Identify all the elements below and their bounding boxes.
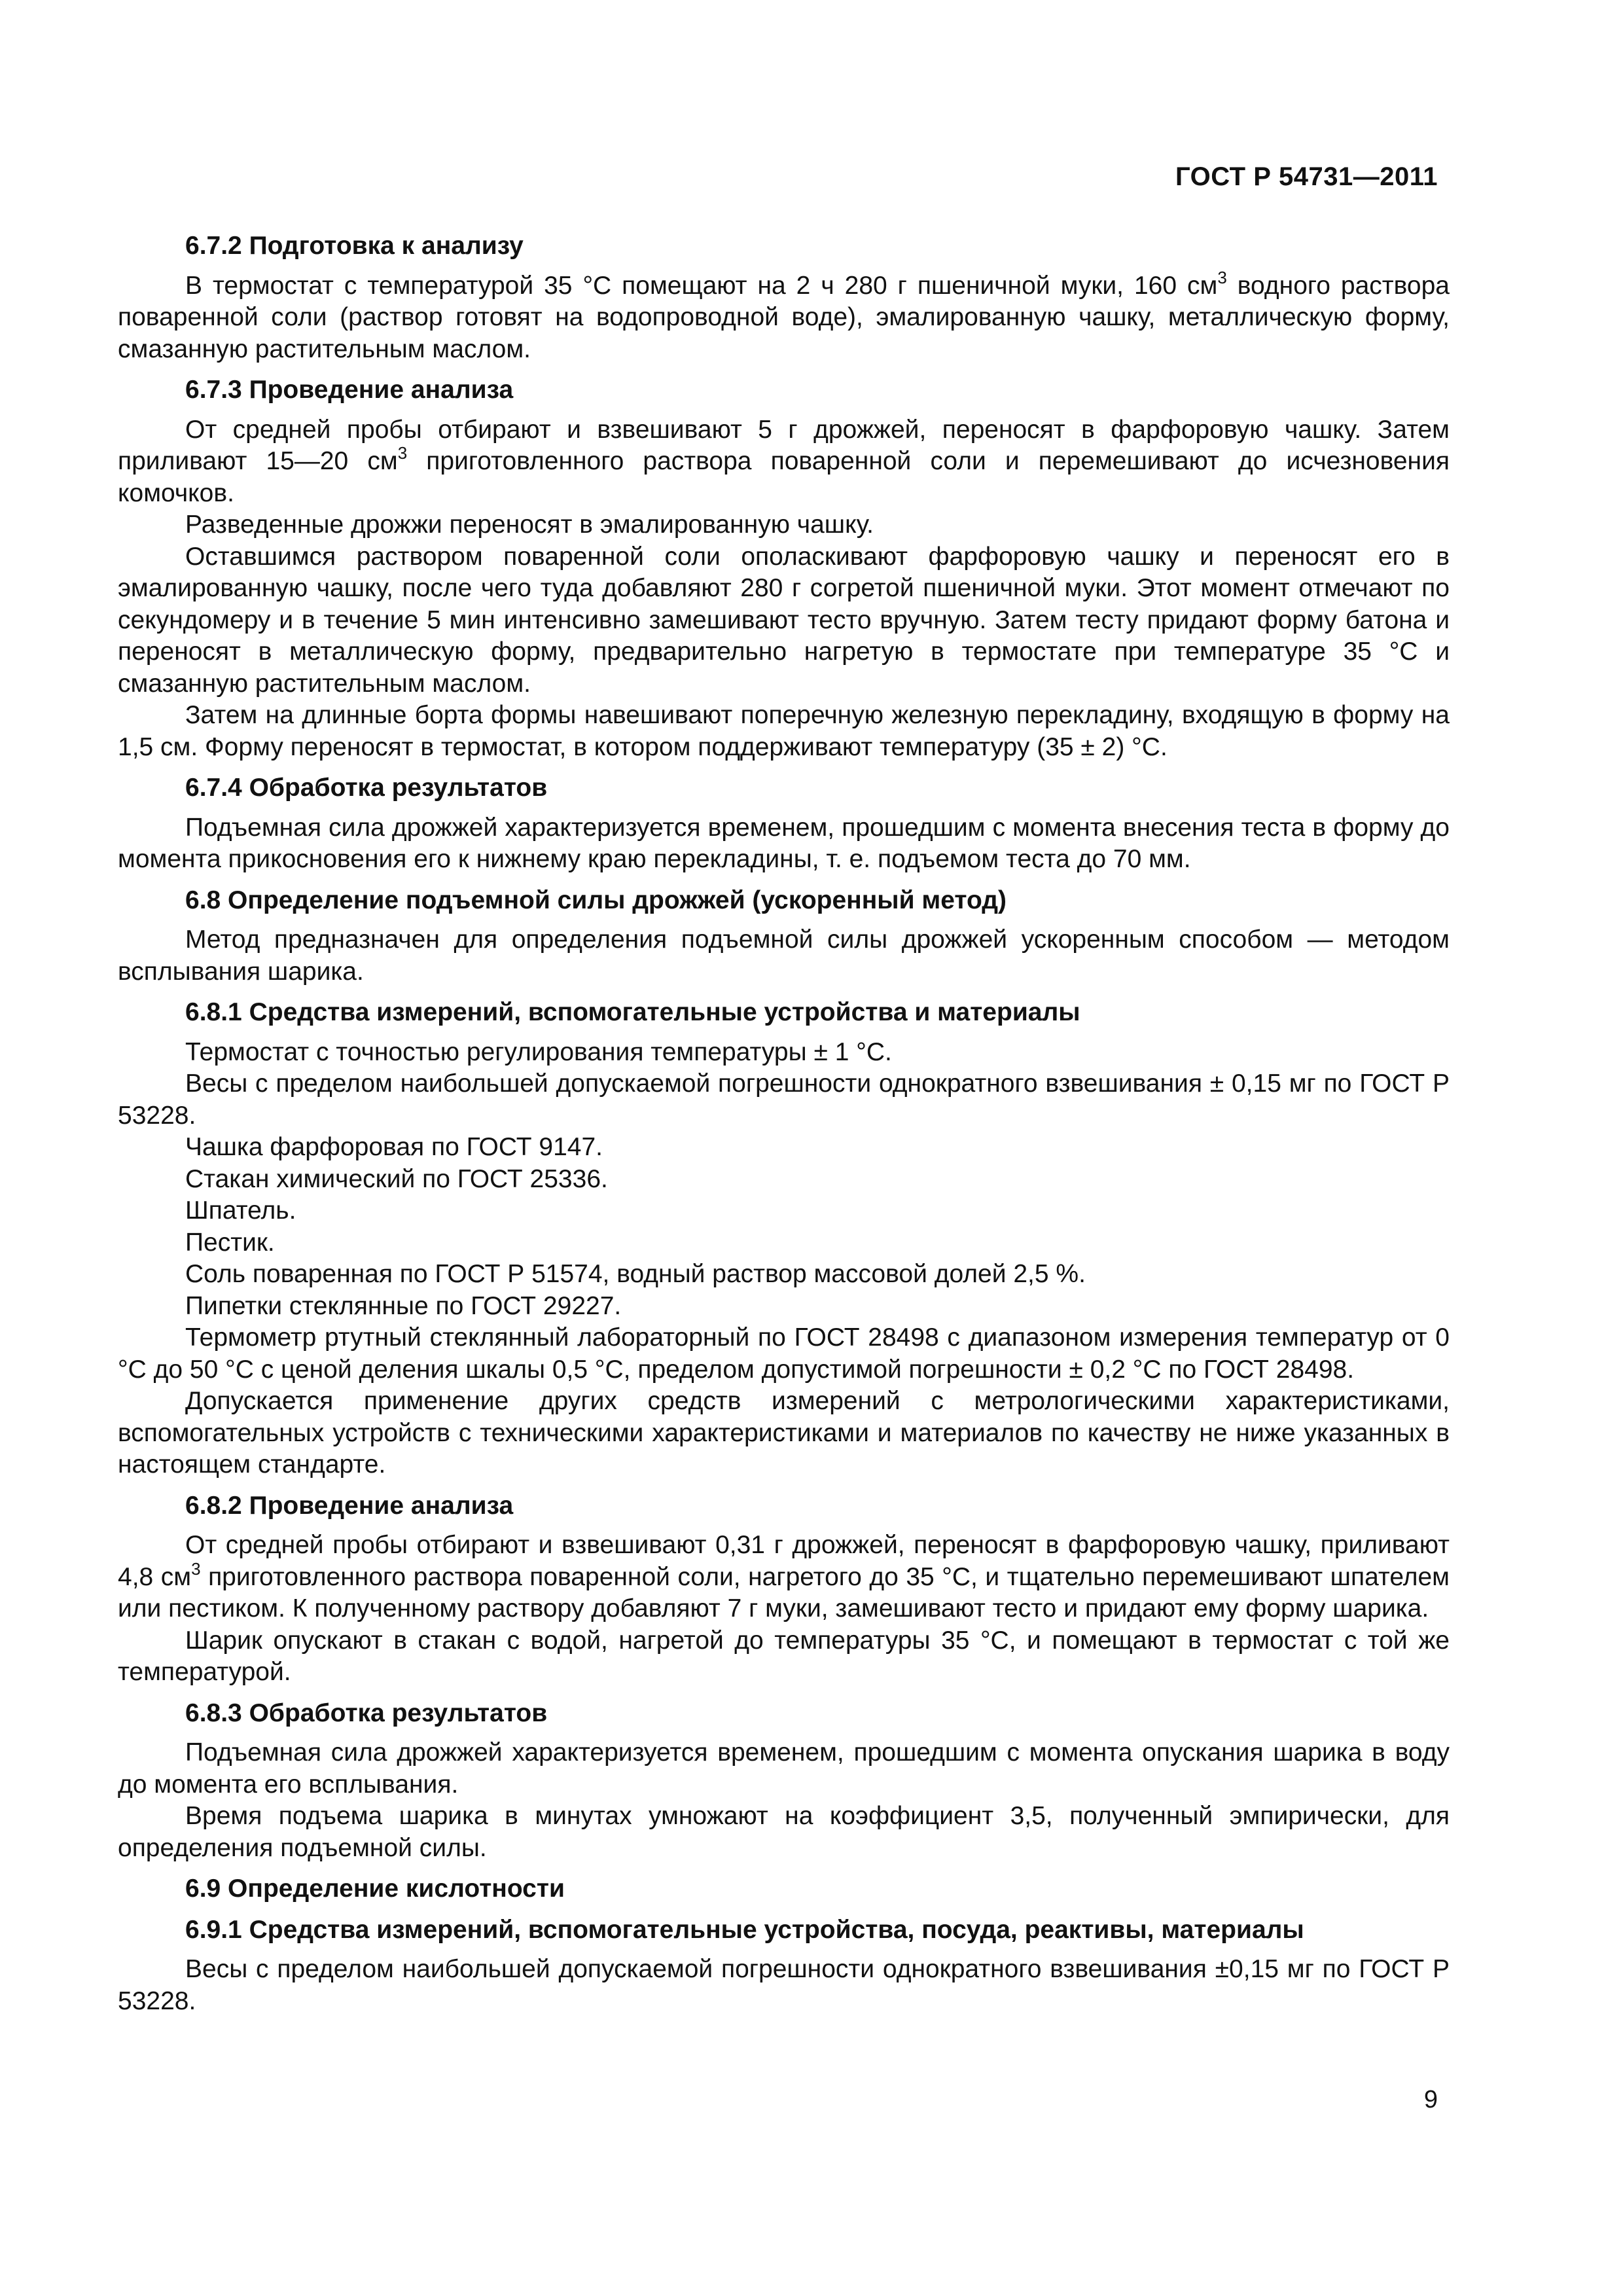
page-number: 9 — [1423, 2086, 1438, 2113]
paragraph — [118, 924, 1450, 988]
superscript: 3 — [1217, 267, 1227, 287]
paragraph-text: приготовленного раствора поваренной соли, нагретого до 35 °С, и тщательно перемешивают шпателем или пестиком. К полученному раствору добавляют 7 г муки, замешивают тесто и придают ему форму шарика. — [118, 1562, 1450, 1623]
paragraph — [118, 1227, 1450, 1259]
section-heading: 6.8.3 Обработка результатов — [185, 1698, 548, 1727]
paragraph — [118, 541, 1450, 700]
paragraph-text: От средней пробы отбирают и взвешивают 5 г дрожжей, переносят в фарфоровую чашку. Затем приливают 15—20 см — [118, 415, 1450, 475]
paragraph-text: Шарик опускают в стакан с водой, нагретой до температуры 35 °С, и помещают в термостат с той же температурой. — [118, 1626, 1450, 1686]
paragraph-text: Время подъема шарика в минутах умножают на коэффициент 3,5, полученный эмпирически, для определения подъемной силы. — [118, 1802, 1450, 1862]
paragraph — [118, 267, 1450, 366]
paragraph-text: Термостат с точностью регулирования температуры ± 1 °С. — [185, 1037, 892, 1066]
paragraph-text: Термометр ртутный стеклянный лабораторный по ГОСТ 28498 с диапазоном измерения температур от 0 °С до 50 °С с ценой деления шкалы 0,5 °С, пределом допустимой погрешности ± 0,2 °С по ГОСТ 28498. — [118, 1323, 1450, 1384]
section-heading: 6.7.3 Проведение анализа — [185, 376, 514, 404]
paragraph-text: В термостат с температурой 35 °С помещают на 2 ч 280 г пшеничной муки, 160 см — [185, 271, 1218, 300]
paragraph-text: Разведенные дрожжи переносят в эмалированную чашку. — [185, 511, 874, 539]
paragraph-text: Подъемная сила дрожжей характеризуется временем, прошедшим с момента внесения теста в форму до момента прикосновения его к нижнему краю перекладины, т. е. подъемом теста до 70 мм. — [118, 813, 1450, 873]
paragraph — [118, 1164, 1450, 1196]
section-heading: 6.8 Определение подъемной силы дрожжей (ускоренный метод) — [185, 886, 1007, 914]
paragraph — [118, 1801, 1450, 1864]
paragraph — [118, 1291, 1450, 1323]
section-heading: 6.7.4 Обработка результатов — [185, 774, 548, 802]
paragraph — [118, 1737, 1450, 1801]
paragraph-text: Чашка фарфоровая по ГОСТ 9147. — [185, 1133, 603, 1161]
document-body — [118, 230, 1450, 2017]
paragraph-text: Шпатель. — [185, 1196, 296, 1225]
paragraph-text: Весы с пределом наибольшей допускаемой погрешности однократного взвешивания ± 0,15 мг по ГОСТ Р 53228. — [118, 1069, 1450, 1130]
section-heading: 6.9.1 Средства измерений, вспомогательные устройства, посуда, реактивы, материалы — [185, 1915, 1304, 1944]
paragraph-text: Подъемная сила дрожжей характеризуется временем, прошедшим с момента опускания шарика в воду до момента его всплывания. — [118, 1738, 1450, 1799]
paragraph — [118, 1132, 1450, 1164]
section-heading: 6.8.1 Средства измерений, вспомогательные устройства и материалы — [185, 998, 1080, 1026]
paragraph-text: Оставшимся раствором поваренной соли ополаскивают фарфоровую чашку и переносят его в эмалированную чашку, после чего туда добавляют 280 г согретой пшеничной муки. Этот момент отмечают по секундомеру и в течение 5 мин интенсивно замешивают тесто вручную. Затем тесту придают форму батона и переносят в металлическую форму, предварительно нагретую в термостате при температуре 35 °С и смазанную растительным маслом. — [118, 542, 1450, 698]
paragraph — [118, 509, 1450, 541]
paragraph-text: От средней пробы отбирают и взвешивают 0,31 г дрожжей, переносят в фарфоровую чашку, приливают 4,8 см — [118, 1531, 1450, 1591]
paragraph — [118, 1068, 1450, 1132]
paragraph-text: Соль поваренная по ГОСТ Р 51574, водный раствор массовой долей 2,5 %. — [185, 1260, 1086, 1288]
paragraph — [118, 700, 1450, 763]
paragraph-text: Весы с пределом наибольшей допускаемой погрешности однократного взвешивания ±0,15 мг по ГОСТ Р 53228. — [118, 1955, 1450, 2015]
paragraph-text: Стакан химический по ГОСТ 25336. — [185, 1164, 608, 1193]
section-heading: 6.7.2 Подготовка к анализу — [185, 232, 524, 260]
superscript: 3 — [191, 1558, 201, 1579]
paragraph — [118, 1386, 1450, 1481]
paragraph-text: Пестик. — [185, 1228, 275, 1257]
paragraph-text: Допускается применение других средств измерений с метрологическими характеристиками, вспомогательных устройств с техническими характеристиками и материалов по качеству не ниже указанных в настоящем стандарте. — [118, 1387, 1450, 1479]
section-heading: 6.9 Определение кислотности — [185, 1874, 565, 1903]
paragraph-text: Пипетки стеклянные по ГОСТ 29227. — [185, 1291, 622, 1320]
paragraph — [118, 1954, 1450, 2017]
paragraph-text: Метод предназначен для определения подъемной силы дрожжей ускоренным способом — методом всплывания шарика. — [118, 925, 1450, 986]
section-heading: 6.8.2 Проведение анализа — [185, 1491, 514, 1520]
paragraph-text: Затем на длинные борта формы навешивают поперечную железную перекладину, входящую в форму на 1,5 см. Форму переносят в термостат, в котором поддерживают температуру (35 ± 2) °С. — [118, 701, 1450, 761]
superscript: 3 — [397, 443, 408, 463]
paragraph-text: водного раствора поваренной соли (раствор готовят на водопроводной воде), эмалированную чашку, металлическую форму, смазанную растительным маслом. — [118, 271, 1450, 363]
paragraph — [118, 414, 1450, 510]
paragraph — [118, 1037, 1450, 1069]
paragraph — [118, 1259, 1450, 1291]
paragraph — [118, 1530, 1450, 1625]
paragraph — [118, 1195, 1450, 1227]
paragraph-text: приготовленного раствора поваренной соли и перемешивают до исчезновения комочков. — [118, 447, 1450, 507]
paragraph — [118, 1625, 1450, 1689]
document-header: ГОСТ Р 54731—2011 — [1175, 162, 1438, 191]
paragraph — [118, 812, 1450, 876]
paragraph — [118, 1322, 1450, 1386]
